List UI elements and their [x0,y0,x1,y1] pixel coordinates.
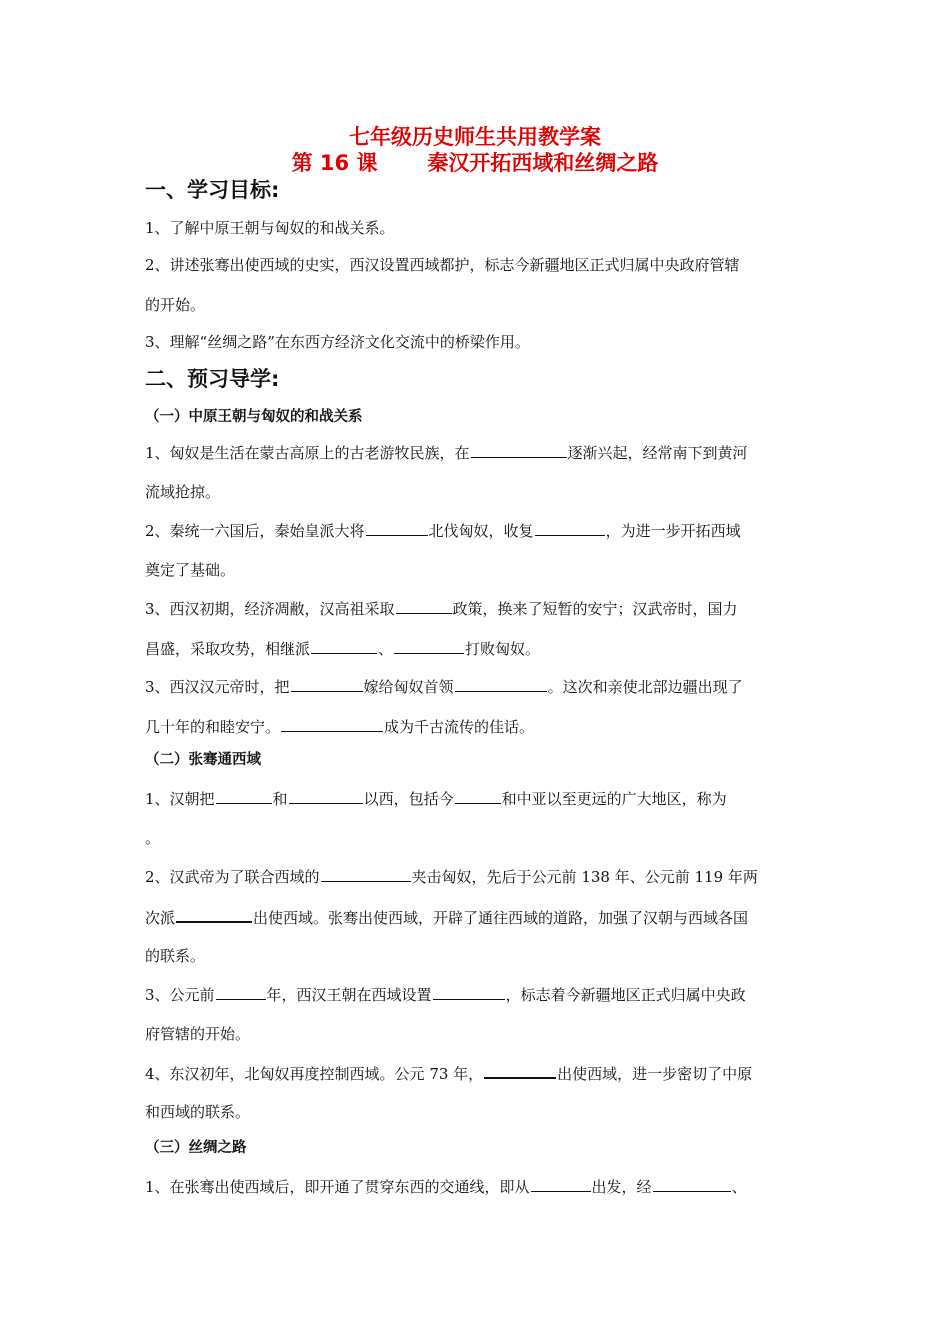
lesson-topic: 秦汉开拓西域和丝绸之路 [427,151,659,175]
text-line: 次派 出使西域。张骞出使西域，开辟了通往西域的道路，加强了汉朝与西域各国 [145,906,748,928]
goal-item: 1、了解中原王朝与匈奴的和战关系。 [145,219,395,237]
text-line: 4、东汉初年，北匈奴再度控制西域。公元 73 年， 出使西域，进一步密切了中原 [145,1062,752,1084]
blank[interactable] [531,1176,591,1192]
section-heading-preview: 二、预习导学: [145,367,280,391]
blank[interactable] [455,788,501,804]
blank[interactable] [176,906,252,923]
blank[interactable] [366,520,428,536]
blank[interactable] [535,520,605,536]
text-line: 1、汉朝把 和 以西，包括今 和中亚以至更远的广大地区，称为 [145,790,727,808]
text-line: 和西域的联系。 [145,1103,251,1121]
text-line: 的联系。 [145,947,206,965]
text-line: 2、秦统一六国后，秦始皇派大将 北伐匈奴，收复 ，为进一步开拓西域 [145,522,741,540]
blank[interactable] [216,984,266,1000]
section-heading-goals: 一、学习目标: [145,178,280,202]
blank[interactable] [291,676,363,692]
text-line: 府管辖的开始。 [145,1025,251,1043]
text-line: 流域抢掠。 [145,483,221,501]
goal-item: 的开始。 [145,296,206,314]
blank[interactable] [311,638,377,654]
subsection-heading: （三）丝绸之路 [145,1140,247,1156]
doc-title: 七年级历史师生共用教学案 [349,125,601,149]
text-line: 。 [145,829,161,847]
text-line: 3、西汉初期，经济凋敝，汉高祖采取 政策，换来了短暂的安宁；汉武帝时，国力 [145,600,738,618]
lesson-title [0,150,950,176]
blank[interactable] [289,788,363,804]
subsection-heading: （二）张骞通西域 [145,752,261,768]
goal-item: 2、讲述张骞出使西域的史实，西汉设置西域都护，标志今新疆地区正式归属中央政府管辖 [145,256,740,274]
subsection-heading: （一）中原王朝与匈奴的和战关系 [145,409,363,425]
text-line: 昌盛，采取攻势，相继派 、 打败匈奴。 [145,640,541,658]
text-line: 3、公元前 年，西汉王朝在西域设置 ，标志着今新疆地区正式归属中央政 [145,986,746,1004]
blank[interactable] [484,1062,556,1079]
text-line: 几十年的和睦安宁。 成为千古流传的佳话。 [145,718,535,736]
goal-item: 3、理解“丝绸之路”在东西方经济文化交流中的桥梁作用。 [145,333,530,351]
blank[interactable] [321,866,411,882]
blank[interactable] [455,676,547,692]
lesson-number: 第 16 课 [291,151,378,175]
blank[interactable] [281,716,383,732]
text-line: 3、西汉汉元帝时，把 嫁给匈奴首领 。这次和亲使北部边疆出现了 [145,678,743,696]
text-line: 奠定了基础。 [145,561,236,579]
blank[interactable] [653,1176,731,1192]
text-line: 1、在张骞出使西域后，即开通了贯穿东西的交通线，即从 出发，经 、 [145,1178,747,1196]
blank[interactable] [396,598,452,614]
text-line: 1、匈奴是生活在蒙古高原上的古老游牧民族，在 逐渐兴起，经常南下到黄河 [145,444,748,462]
text-line: 2、汉武帝为了联合西域的 夹击匈奴，先后于公元前 138 年、公元前 119 年两 [145,868,758,886]
blank[interactable] [471,442,567,458]
blank[interactable] [433,984,505,1000]
blank[interactable] [394,638,464,654]
blank[interactable] [216,788,272,804]
